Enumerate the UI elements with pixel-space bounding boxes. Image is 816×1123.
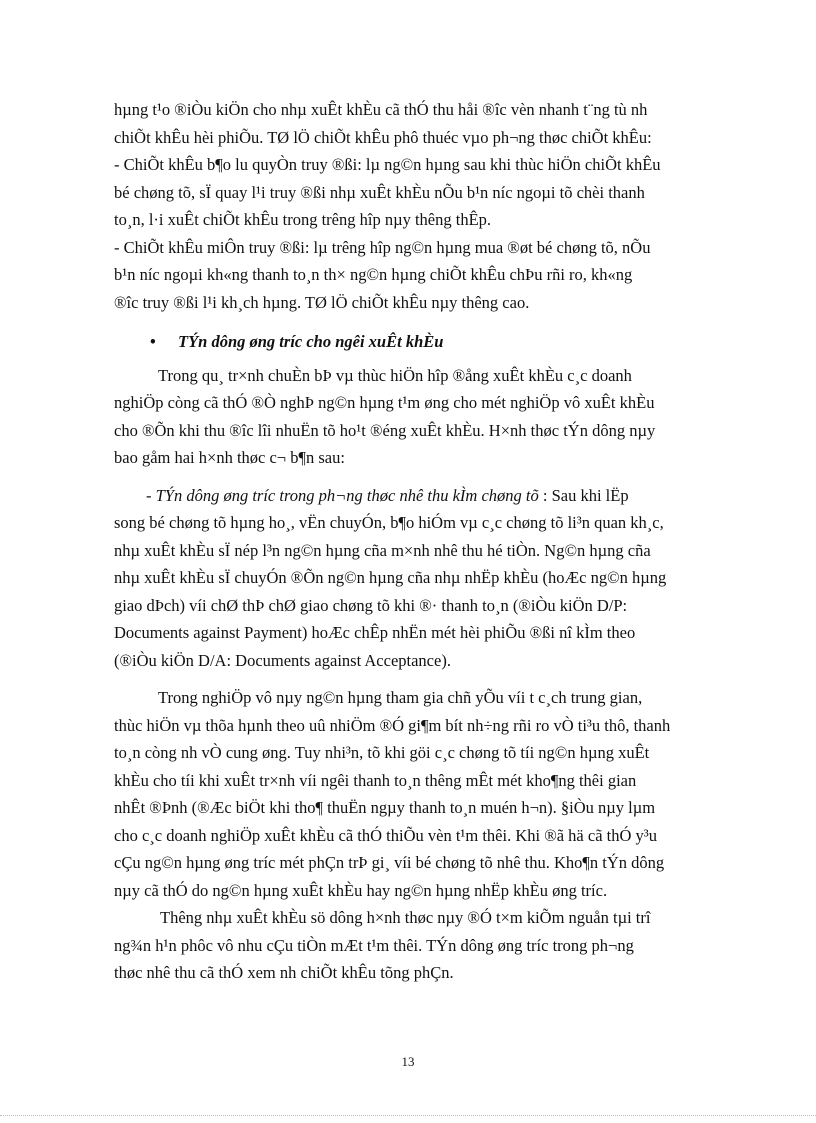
text-line: ng¾n h¹n phôc vô nhu cÇu tiÒn mÆt t¹m thêi. TÝn dông øng tríc trong ph¬ng <box>114 935 634 955</box>
text-line: chiÕt khÊu hèi phiÕu. TØ lÖ chiÕt khÊu phô thuéc vµo ph¬ng thøc chiÕt khÊu: <box>114 127 652 147</box>
text-line: cÇu ng©n hµng øng tríc mét phÇn trÞ gi¸ víi bé chøng tõ nhê thu. Kho¶n tÝn dông <box>114 853 665 872</box>
text-line: bao gåm hai h×nh thøc c¬ b¶n sau: <box>114 448 345 467</box>
text-line: giao dÞch) víi chØ thÞ chØ giao chøng tõ khi ®· thanh to¸n (®iÒu kiÖn D/P: <box>114 595 628 615</box>
section-heading-text: TÝn dông øng tríc cho ngêi xuÊt khÈu <box>178 332 444 351</box>
text-segment: : Sau khi lËp <box>538 485 629 505</box>
text-line <box>114 482 756 510</box>
text-line: nghiÖp còng cã thÓ ®Ò nghÞ ng©n hµng t¹m øng cho mét nghiÖp vô xuÊt khÈu <box>114 393 655 412</box>
paragraph-bank-role <box>114 684 756 904</box>
paragraph-discount <box>114 96 756 316</box>
text-line: - ChiÕt khÊu miÔn truy ®ßi: lµ trêng hîp ng©n hµng mua ®øt bé chøng tõ, nÕu <box>114 237 651 257</box>
italic-lead: - TÝn dông øng tríc trong ph¬ng thøc nhê thu kÌm chøng tõ <box>146 485 539 505</box>
text-line: ®îc truy ®ßi l¹i kh¸ch hµng. TØ lÖ chiÕt khÊu nµy thêng cao. <box>114 292 530 312</box>
text-line: cho ®Õn khi thu ®îc lîi nhuËn tõ ho¹t ®éng xuÊt khÈu. H×nh thøc tÝn dông nµy <box>114 420 656 440</box>
section-heading <box>114 328 756 356</box>
text-line: thùc hiÖn vµ thõa hµnh theo uû nhiÖm ®Ó gi¶m bít nh÷ng rñi ro vÒ ti³u thô, thanh <box>114 715 671 735</box>
paragraph-collection <box>114 482 756 675</box>
text-line: hµng t¹o ®iÒu kiÖn cho nhµ xuÊt khÈu cã thÓ thu håi ®îc vèn nhanh t¨ng tù nh <box>114 100 648 119</box>
text-line: cho c¸c doanh nghiÖp xuÊt khÈu cã thÓ thiÕu vèn t¹m thêi. Khi ®ã hä cã thÓ y³u <box>114 825 657 845</box>
text-line: nhÊt ®Þnh (®Æc biÖt khi tho¶ thuËn ngµy thanh to¸n muén h¬n). §iÒu nµy lµm <box>114 798 656 817</box>
text-line: nhµ xuÊt khÈu sÏ chuyÓn ®Õn ng©n hµng cña nhµ nhËp khÈu (hoÆc ng©n hµng <box>114 568 667 587</box>
text-line: - ChiÕt khÊu b¶o lu quyÒn truy ®ßi: lµ ng©n hµng sau khi thùc hiÖn chiÕt khÊu <box>114 155 661 174</box>
text-line: (®iÒu kiÖn D/A: Documents against Acceptance). <box>114 650 451 670</box>
body-text <box>114 96 756 987</box>
text-line: khÈu cho tíi khi xuÊt tr×nh víi ngêi thanh to¸n thêng mÊt mét kho¶ng thêi gian <box>114 770 637 790</box>
text-line: Trong nghiÖp vô nµy ng©n hµng tham gia chñ yÕu víi t c¸ch trung gian, <box>158 688 643 707</box>
text-line: nhµ xuÊt khÈu sÏ nép l³n ng©n hµng cña m×nh nhê thu hé tiÒn. Ng©n hµng cña <box>114 540 651 560</box>
text-line: bé chøng tõ, sÏ quay l¹i truy ®ßi nhµ xuÊt khÈu nÕu b¹n níc ngoµi tõ chèi thanh <box>114 182 645 202</box>
text-line: Trong qu¸ tr×nh chuÈn bÞ vµ thùc hiÖn hîp ®ång xuÊt khÈu c¸c doanh <box>158 365 632 385</box>
text-line: to¸n còng nh vÒ cung øng. Tuy nhi³n, tõ khi göi c¸c chøng tõ tíi ng©n hµng xuÊt <box>114 743 650 762</box>
text-line: nµy cã thÓ do ng©n hµng xuÊt khÈu hay ng©n hµng nhËp khÈu øng tríc. <box>114 880 608 900</box>
text-line: song bé chøng tõ hµng ho¸, vËn chuyÓn, b¶o hiÓm vµ c¸c chøng tõ li³n quan kh¸c, <box>114 513 664 532</box>
bullet-icon: • <box>150 332 156 351</box>
footer-divider <box>0 1115 816 1116</box>
text-line: Thêng nhµ xuÊt khÈu sö dông h×nh thøc nµy ®Ó t×m kiÕm nguån tµi trî <box>160 908 651 927</box>
page-number: 13 <box>401 1054 415 1069</box>
paragraph-conclusion <box>114 904 756 987</box>
text-line: thøc nhê thu cã thÓ xem nh chiÕt khÊu tõng phÇn. <box>114 963 454 982</box>
text-line: to¸n, l·i xuÊt chiÕt khÊu trong trêng hîp nµy thêng thÊp. <box>114 210 492 229</box>
paragraph-advance-credit <box>114 362 756 472</box>
text-line: Documents against Payment) hoÆc chÊp nhËn mét hèi phiÕu ®ßi nî kÌm theo <box>114 623 636 642</box>
text-line: b¹n níc ngoµi kh«ng thanh to¸n th× ng©n hµng chiÕt khÊu chÞu rñi ro, kh«ng <box>114 265 633 284</box>
